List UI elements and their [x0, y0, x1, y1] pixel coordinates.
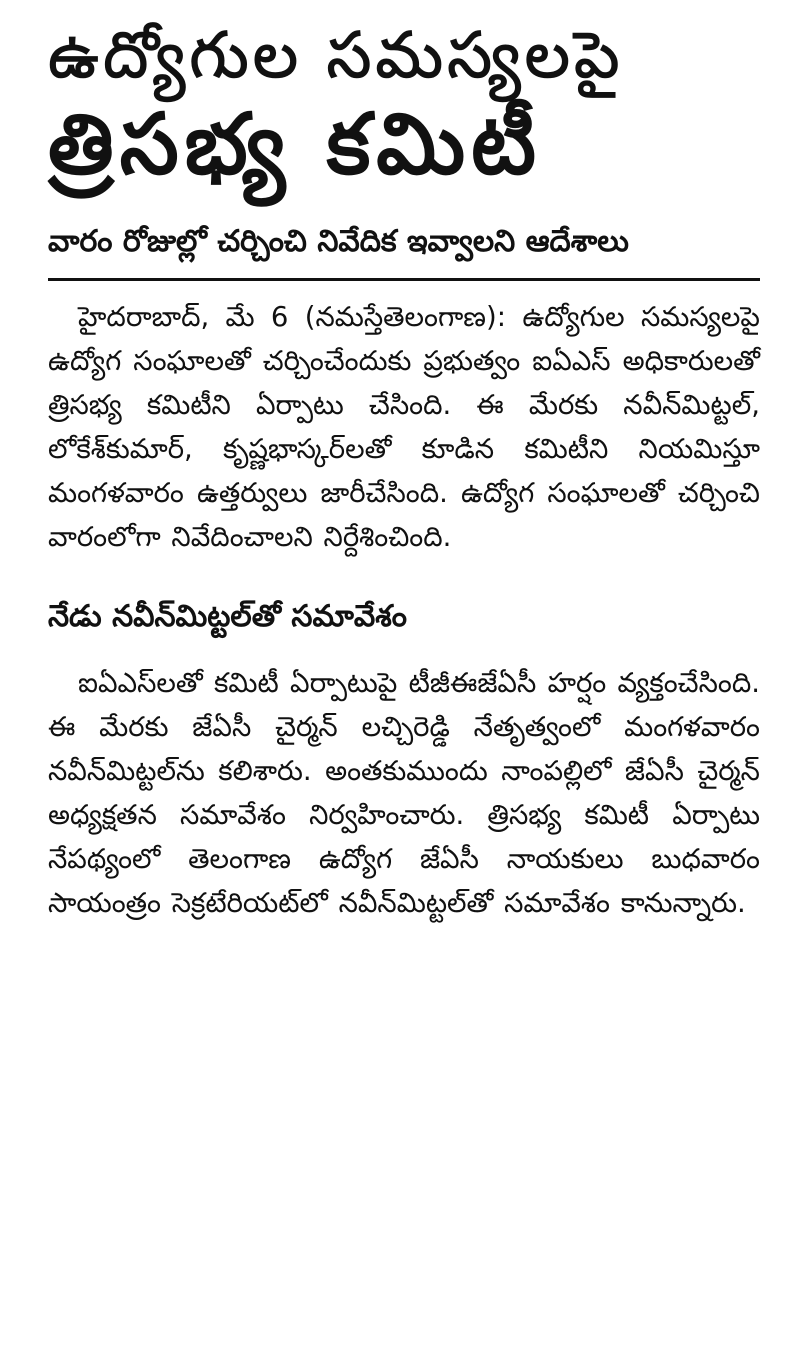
subheadline: వారం రోజుల్లో చర్చించి నివేదిక ఇవ్వాలని ఆదేశాలు — [48, 223, 629, 259]
article-paragraph-2: ఐఏఎస్‌లతో కమిటీ ఏర్పాటుపై టీజీఈజేఏసీ హర్షం వ్యక్తంచేసింది. ఈ మేరకు జేఏసీ చైర్మన్ లచ్చిరెడ్డి నేతృత్వంలో మంగళవారం నవీన్‌మిట్టల్‌ను కలిశారు. అంతకుముందు నాంపల్లిలో జేఏసీ చైర్మన్ అధ్యక్షతన సమావేశం నిర్వహించారు. త్రిసభ్య కమిటీ ఏర్పాటు నేపథ్యంలో తెలంగాణ ఉద్యోగ జేఏసీ నాయకులు బుధవారం సాయంత్రం సెక్రటేరియట్‌లో నవీన్‌మిట్టల్‌తో సమావేశం కానున్నారు. — [48, 666, 760, 919]
headline-line-2: త్రిసభ్య కమిటీ — [48, 95, 543, 194]
headline-line-1: ఉద్యోగుల సమస్యలపై — [48, 19, 624, 93]
headline — [48, 19, 760, 194]
subheadline-divider — [48, 278, 760, 281]
article-paragraph-1: హైదరాబాద్, మే 6 (నమస్తేతెలంగాణ): ఉద్యోగుల సమస్యలపై ఉద్యోగ సంఘాలతో చర్చించేందుకు ప్రభుత్వం ఐఏఎస్ అధికారులతో త్రిసభ్య కమిటీని ఏర్పాటు చేసింది. ఈ మేరకు నవీన్‌మిట్టల్, లోకేశ్‌కుమార్, కృష్ణభాస్కర్‌లతో కూడిన కమిటీని నియమిస్తూ మంగళవారం ఉత్తర్వులు జారీచేసింది. ఉద్యోగ సంఘాలతో చర్చించి వారంలోగా నివేదించాలని నిర్దేశించింది. — [48, 300, 760, 553]
section-heading: నేడు నవీన్‌మిట్టల్‌తో సమావేశం — [48, 598, 407, 634]
